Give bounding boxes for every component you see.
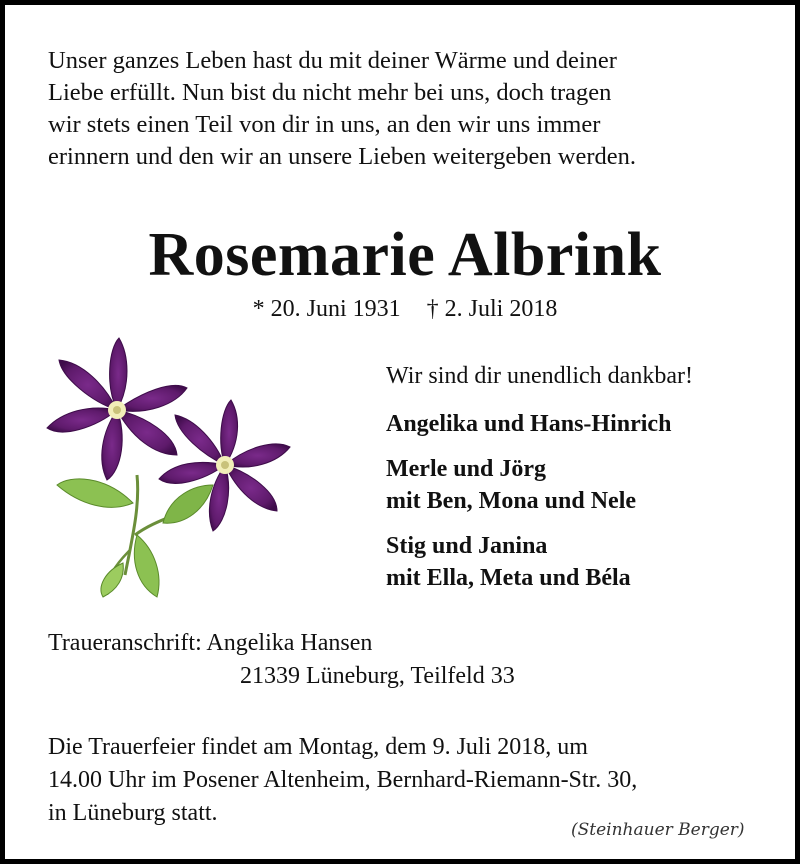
intro-line: erinnern und den wir an unsere Lieben weitergeben werden.: [48, 143, 636, 170]
birth-date: * 20. Juni 1931: [252, 296, 401, 322]
intro-line: Unser ganzes Leben hast du mit deiner Wärme und deiner: [48, 47, 617, 74]
thanks-line: Wir sind dir unendlich dankbar!: [386, 363, 693, 389]
clematis-flower-icon: [45, 335, 295, 600]
undertaker-signature: (Steinhauer Berger): [571, 820, 745, 840]
life-dates: [5, 294, 800, 324]
deceased-name: Rosemarie Albrink: [148, 221, 662, 289]
service-line: in Lüneburg statt.: [48, 800, 218, 826]
address-line: 21339 Lüneburg, Teilfeld 33: [240, 663, 515, 689]
intro-line: Liebe erfüllt. Nun bist du nicht mehr bei uns, doch tragen: [48, 79, 612, 106]
family-line: mit Ben, Mona und Nele: [386, 488, 637, 514]
family-list: [386, 408, 671, 607]
death-date: † 2. Juli 2018: [426, 296, 558, 322]
family-group: [386, 408, 671, 440]
service-line: 14.00 Uhr im Posener Altenheim, Bernhard-Riemann-Str. 30,: [48, 767, 638, 793]
funeral-service-info: [48, 731, 637, 830]
family-line: Angelika und Hans-Hinrich: [386, 411, 672, 437]
family-line: Stig und Janina: [386, 533, 548, 559]
family-group: [386, 453, 671, 517]
service-line: Die Trauerfeier findet am Montag, dem 9. Juli 2018, um: [48, 734, 588, 760]
address-line: Traueranschrift: Angelika Hansen: [48, 630, 373, 656]
family-group: [386, 530, 671, 594]
mourning-address: [48, 627, 515, 693]
intro-text: [48, 45, 768, 173]
family-line: mit Ella, Meta und Béla: [386, 565, 631, 591]
intro-line: wir stets einen Teil von dir in uns, an den wir uns immer: [48, 111, 601, 138]
family-line: Merle und Jörg: [386, 456, 546, 482]
